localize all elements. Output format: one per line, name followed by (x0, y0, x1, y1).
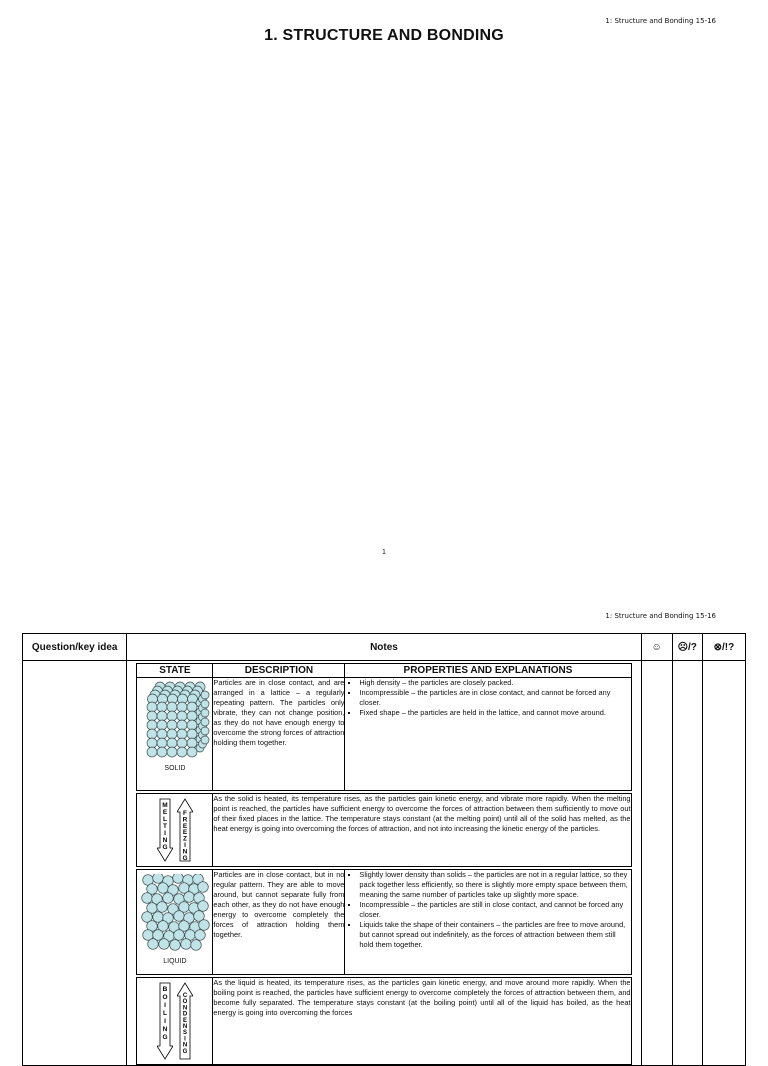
svg-text:BOILING: B O I L I N G (162, 986, 168, 1041)
particle (201, 718, 209, 726)
particle (191, 940, 202, 951)
liquid-properties (345, 870, 631, 975)
particle (167, 729, 177, 739)
running-header-page2: 1: Structure and Bonding 15-16 (605, 612, 716, 620)
svg-text:CONDENSING: C O N D E N S I N G (182, 993, 188, 1055)
particle (177, 702, 187, 712)
particle (147, 747, 157, 757)
liquid-particles-image (140, 874, 210, 954)
particle (159, 939, 170, 950)
question-header: Question/key idea (23, 634, 127, 661)
running-header: 1: Structure and Bonding 15-16 (605, 17, 716, 25)
particle (142, 893, 153, 904)
particle (201, 691, 209, 699)
page-title: 1. STRUCTURE AND BONDING (264, 27, 504, 44)
particle (187, 702, 197, 712)
notes-cell (127, 661, 641, 1066)
freezing-up-arrow-icon (177, 798, 193, 862)
particle (167, 738, 177, 748)
liquid-row (137, 870, 631, 975)
neutral-header: ☹/? (672, 634, 702, 661)
particle (181, 939, 192, 950)
particle (174, 930, 185, 941)
solid-label: SOLID (164, 765, 186, 772)
liquid-description: Particles are in close contact, but in no regular pattern. They are able to move around, but cannot separate fully from each other, as they do not have enough energy to overcome completely the forces of attraction holding them together. (213, 870, 345, 975)
particle (147, 702, 157, 712)
particle (177, 711, 187, 721)
list-item: ▪ Incompressible – the particles are still in close contact, and cannot be forced any closer. (359, 900, 630, 920)
particle (157, 729, 167, 739)
particle (170, 940, 181, 951)
particle (147, 711, 157, 721)
sad-cell (702, 661, 745, 1066)
particle (167, 747, 177, 757)
particle (198, 901, 209, 912)
solid-lattice-image (140, 681, 210, 761)
list-item: ▪ Incompressible – the particles are in close contact, and cannot be forced any closer. (359, 688, 630, 708)
particle (157, 711, 167, 721)
particle (167, 720, 177, 730)
notes-table (22, 633, 746, 1066)
particle (184, 892, 195, 903)
particle (177, 747, 187, 757)
particle (187, 729, 197, 739)
particle (174, 911, 185, 922)
sad-header: ⊗/!? (702, 634, 745, 661)
particle (177, 720, 187, 730)
state-header: STATE (137, 664, 213, 678)
boiling-row (137, 978, 631, 1065)
page-number: 1 (382, 549, 386, 556)
particle (201, 700, 209, 708)
particle (157, 720, 167, 730)
question-cell (23, 661, 127, 1066)
particle (148, 939, 159, 950)
properties-header: PROPERTIES AND EXPLANATIONS (345, 664, 631, 678)
particle (147, 738, 157, 748)
smile-header: ☺ (641, 634, 672, 661)
solid-properties (345, 678, 631, 791)
neutral-cell (672, 661, 702, 1066)
notes-header: Notes (127, 634, 641, 661)
states-table (136, 663, 631, 1065)
particle (187, 747, 197, 757)
smile-cell (641, 661, 672, 1066)
list-item: ▪ Liquids take the shape of their containers – the particles are free to move around, but cannot spread out indefinitely, as the forces of attraction between them still hold them together. (359, 920, 630, 950)
particle (177, 738, 187, 748)
solid-description: Particles are in close contact, and are arranged in a lattice – a regularly repeating pattern. The particles only vibrate, they can not change position, as they do not have enough energy to overcome the strong forces of attraction holding them together. (213, 678, 345, 791)
particle (163, 893, 174, 904)
boiling-down-arrow-icon (157, 982, 173, 1060)
particle (201, 736, 209, 744)
particle (157, 738, 167, 748)
particle (195, 930, 206, 941)
particle (157, 702, 167, 712)
particle (153, 874, 164, 883)
description-header: DESCRIPTION (213, 664, 345, 678)
solid-row (137, 678, 631, 791)
melting-down-arrow-icon (157, 798, 173, 862)
particle (177, 729, 187, 739)
list-item: ▪ Fixed shape – the particles are held in the lattice, and cannot move around. (359, 708, 630, 718)
particle (198, 882, 209, 893)
melting-explanation: As the solid is heated, its temperature rises, as the particles gain kinetic energy, and vibrate more rapidly. When the melting point is reached, the particles have sufficient energy to overcome the forces of attraction between them sufficiently to move out of their fixed places in the lattice. The temperature stays constant (at the melting point) until all of the solid has melted, as the heat energy is going into overcoming the forces of attraction, and not into increasing the kinetic energy of the particles. (213, 794, 631, 867)
particle (201, 709, 209, 717)
svg-text:FREEZING: F R E E Z I N G (182, 810, 188, 862)
particle (187, 738, 197, 748)
melting-row (137, 794, 631, 867)
liquid-label: LIQUID (163, 958, 187, 965)
particle (187, 720, 197, 730)
list-item: ▪ High density – the particles are closely packed. (359, 678, 630, 688)
particle (173, 874, 184, 883)
particle (187, 711, 197, 721)
condensing-up-arrow-icon (177, 982, 193, 1060)
svg-text:MELTING: M E L T I N G (162, 802, 168, 851)
particle (157, 902, 168, 913)
particle (167, 711, 177, 721)
particle (199, 920, 210, 931)
list-item: ▪ Slightly lower density than solids – the particles are not in a regular lattice, so they pack together less efficiently, so there is slightly more empty space between them, meaning the same number of particles take up slightly more space. (359, 870, 630, 900)
particle (157, 747, 167, 757)
particle (158, 883, 169, 894)
particle (167, 702, 177, 712)
particle (201, 727, 209, 735)
particle (147, 720, 157, 730)
boiling-explanation: As the liquid is heated, its temperature rises, as the particles gain kinetic energy, and move around more rapidly. When the boiling point is reached, the particles have sufficient energy to overcome completely the forces of attraction between them, and become fully separated. The temperature stays constant (at the boiling point) until all of the liquid has boiled, as the heat energy is going into overcoming the forces (213, 978, 631, 1065)
particle (147, 729, 157, 739)
